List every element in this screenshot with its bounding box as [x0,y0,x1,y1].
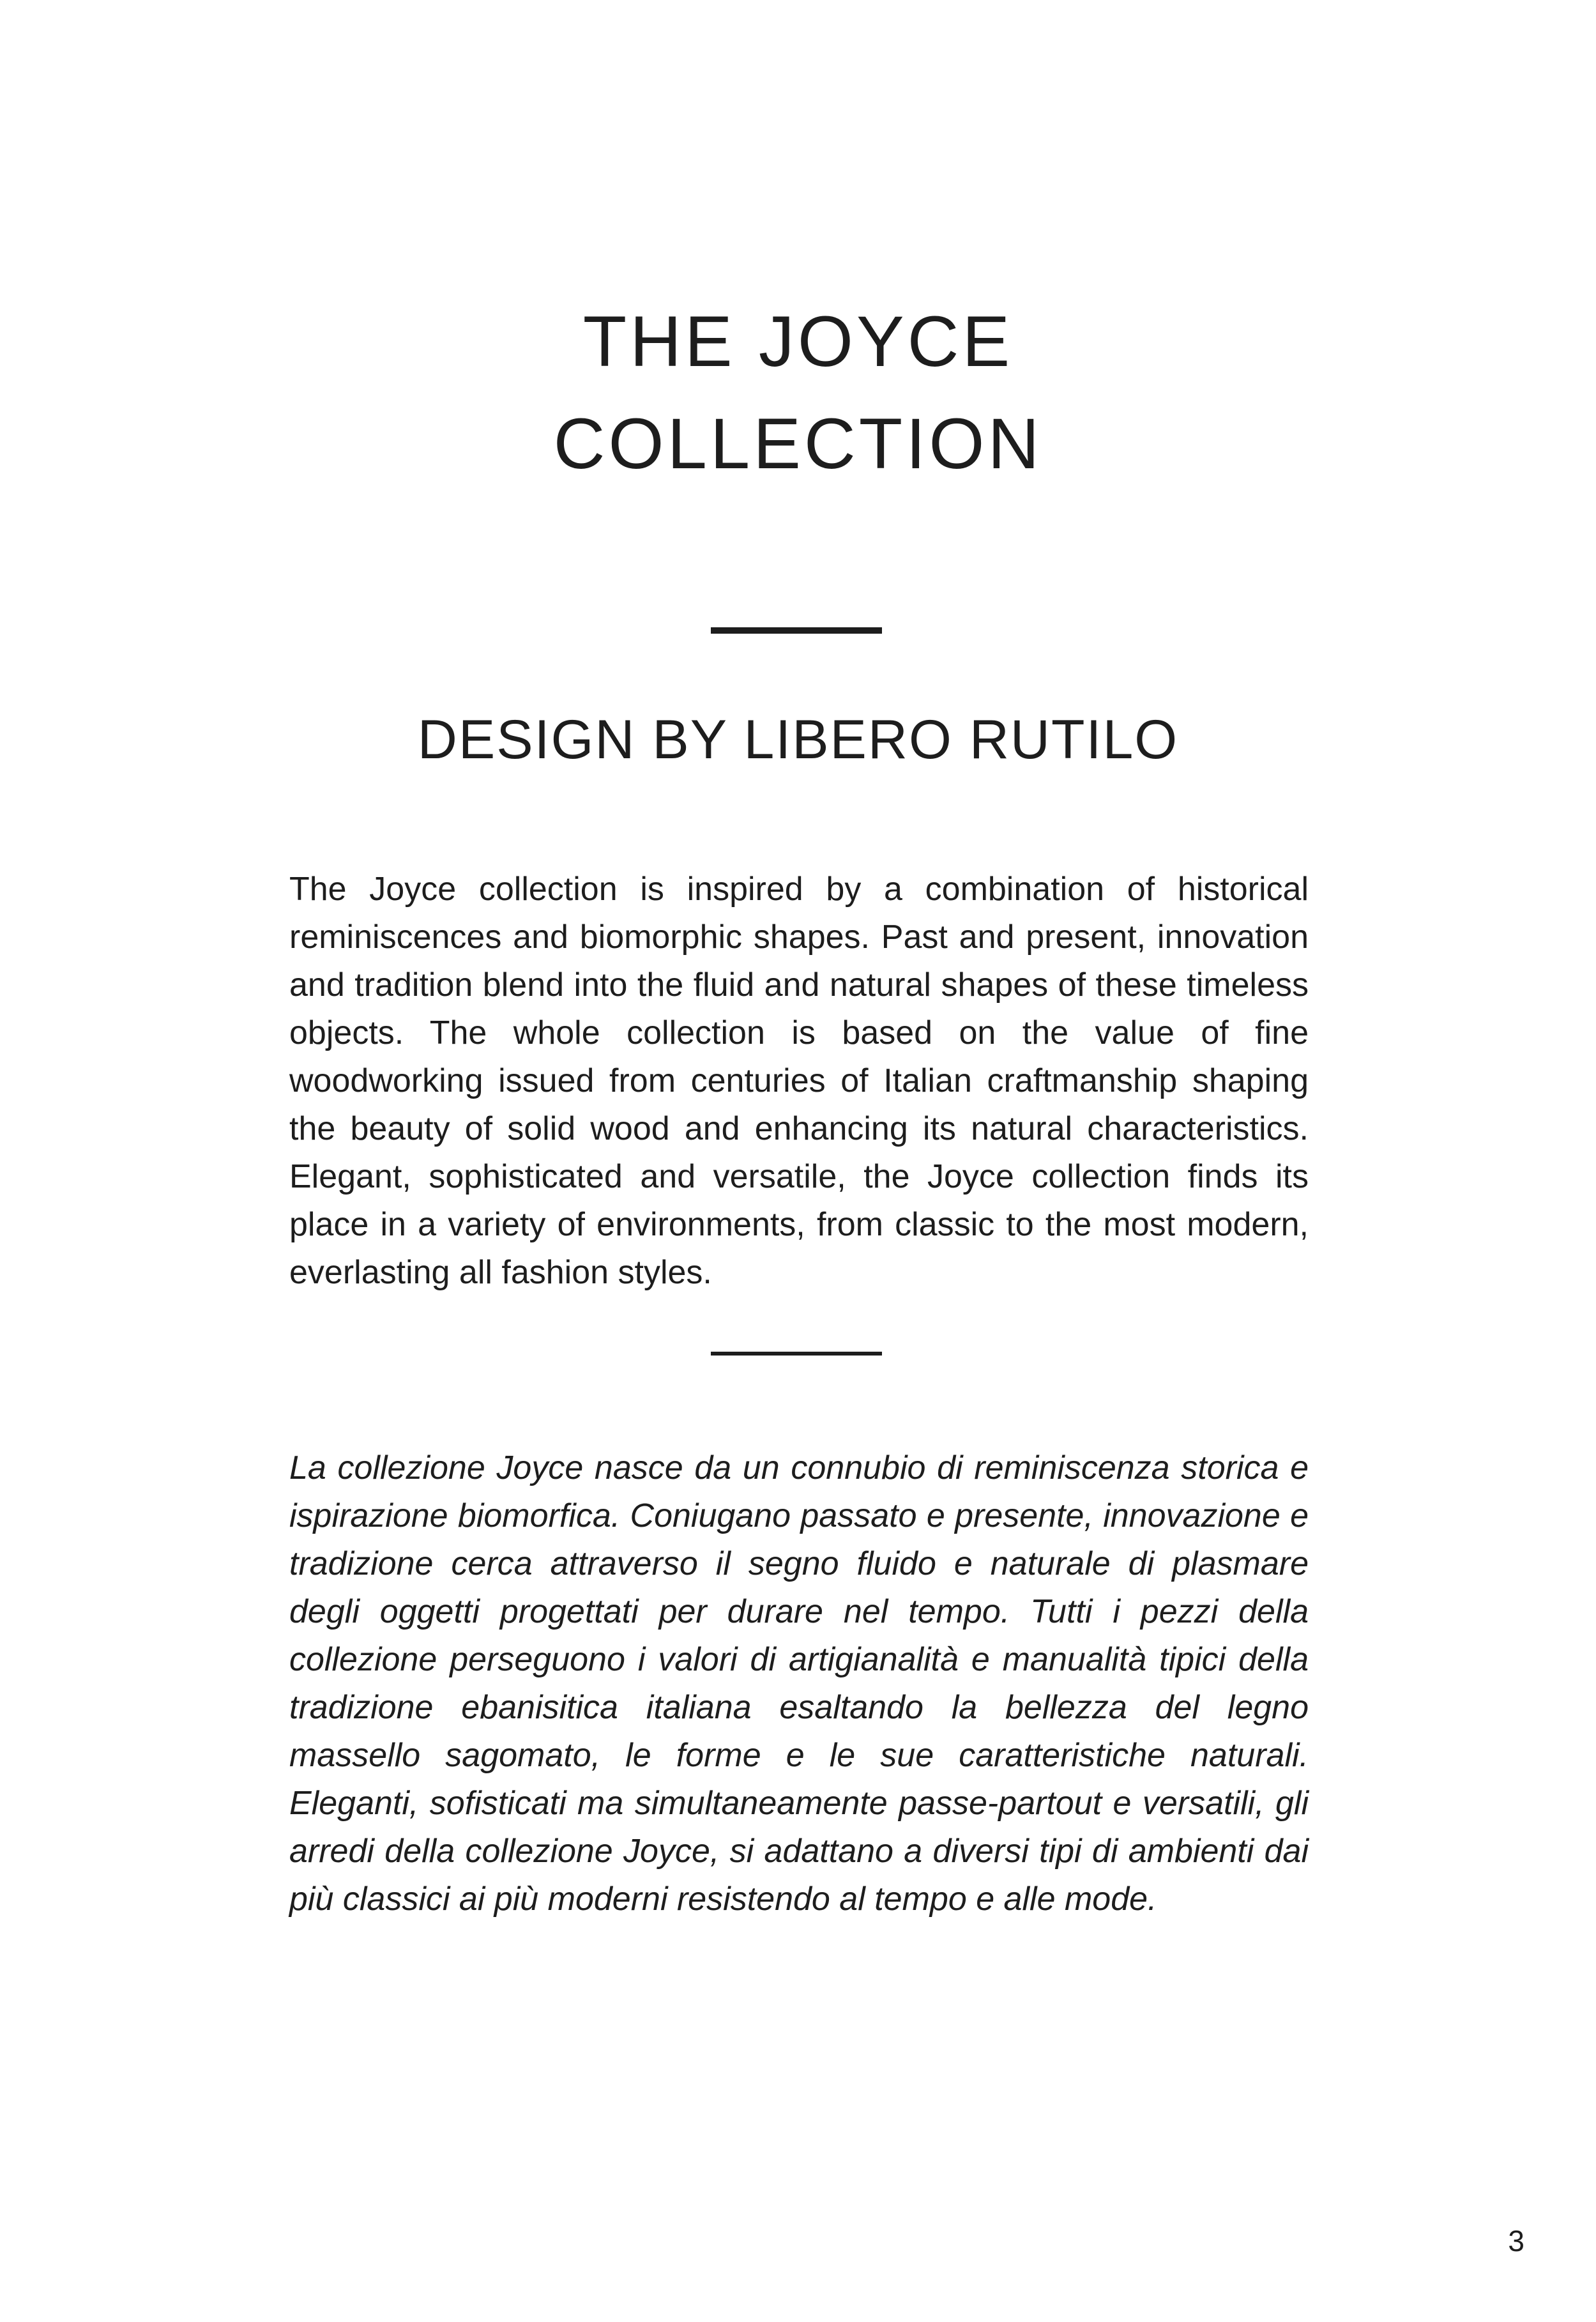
english-description: The Joyce collection is inspired by a combination of historical reminiscences and biomorphic shapes. Past and present, innovation and tradition blend into the fluid and natural shapes of these timeless objects. The whole collection is based on the value of fine woodworking issued from centuries of Italian craftmanship shaping the beauty of solid wood and enhancing its natural characteristics. Elegant, sophisticated and versatile, the Joyce collection finds its place in a variety of environments, from classic to the most modern, everlasting all fashion styles. [289,871,1309,1291]
page-title-line-1: THE JOYCE [582,302,1014,381]
title-divider [711,627,882,634]
page-title [0,291,1596,495]
page-title-line-2: COLLECTION [553,404,1043,484]
designer-subtitle: DESIGN BY LIBERO RUTILO [417,709,1179,770]
language-divider [711,1352,882,1356]
page-number: 3 [1508,2224,1524,2257]
italian-description: La collezione Joyce nasce da un connubio di reminiscenza storica e ispirazione biomorfica. Coniugano passato e presente, innovazione e tradizione cerca attraverso il segno fluido e naturale di plasmare degli oggetti progettati per durare nel tempo. Tutti i pezzi della collezione perseguono i valori di artigianalità e manualità tipici della tradizione ebanisitica italiana esaltando la bellezza del legno massello sagomato, le forme e le sue caratteristiche naturali. Eleganti, sofisticati ma simultaneamente passe-partout e versatili, gli arredi della collezione Joyce, si adattano a diversi tipi di ambienti dai più classici ai più moderni resistendo al tempo e alle mode. [289,1449,1309,1918]
